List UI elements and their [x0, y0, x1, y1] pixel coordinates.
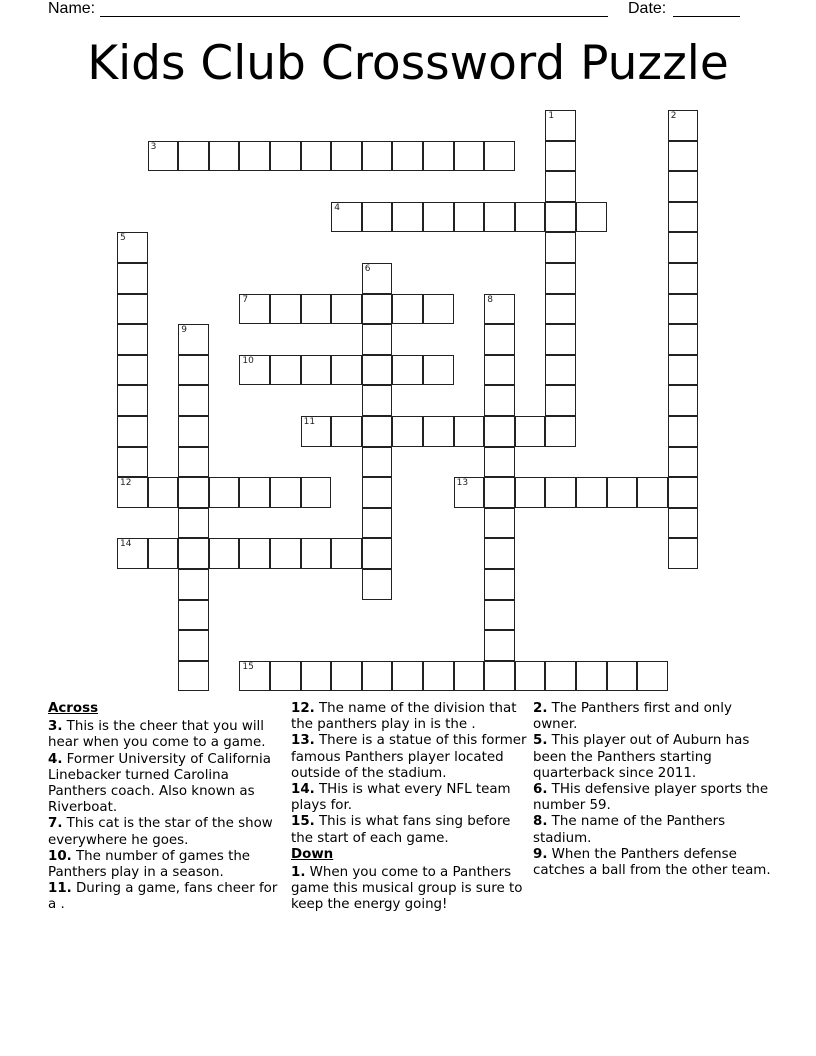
- grid-cell[interactable]: [668, 171, 699, 202]
- clue-number: 3: [150, 141, 157, 152]
- grid-cell[interactable]: [331, 661, 362, 692]
- grid-cell[interactable]: [178, 447, 209, 478]
- grid-cell[interactable]: [301, 355, 332, 386]
- name-label: Name:: [48, 0, 96, 17]
- grid-cell[interactable]: [117, 355, 148, 386]
- grid-cell[interactable]: [668, 294, 699, 325]
- clue-number: 6: [364, 264, 371, 274]
- grid-cell[interactable]: [545, 324, 576, 355]
- grid-cell[interactable]: [117, 385, 148, 416]
- grid-cell[interactable]: [668, 263, 699, 294]
- grid-cell[interactable]: [209, 141, 240, 172]
- clue-across-4: 4. Former University of California Linebacker turned Carolina Panthers coach. Also known as Riverboat.: [48, 751, 271, 816]
- header-line: [48, 0, 768, 20]
- grid-cell[interactable]: [545, 477, 576, 508]
- clue-number: 9: [181, 325, 187, 336]
- grid-cell[interactable]: [239, 538, 270, 569]
- grid-cell[interactable]: [668, 232, 699, 263]
- grid-cell[interactable]: [423, 294, 454, 325]
- grid-cell[interactable]: [117, 294, 148, 325]
- grid-cell[interactable]: [545, 385, 576, 416]
- grid-cell[interactable]: [362, 508, 393, 539]
- grid-cell[interactable]: [545, 355, 576, 386]
- grid-cell[interactable]: [423, 661, 454, 692]
- grid-cell[interactable]: [178, 416, 209, 447]
- grid-cell[interactable]: [484, 661, 515, 692]
- clue-down-8: 8. The name of the Panthers stadium.: [533, 814, 726, 846]
- grid-cell[interactable]: [331, 294, 362, 325]
- grid-cell[interactable]: [545, 661, 576, 692]
- grid-cell[interactable]: [484, 508, 515, 539]
- clue-down-2: 2. The Panthers first and only owner.: [533, 701, 732, 733]
- grid-cell[interactable]: [178, 538, 209, 569]
- grid-cell[interactable]: [423, 416, 454, 447]
- grid-cell[interactable]: [270, 141, 301, 172]
- grid-cell[interactable]: [178, 141, 209, 172]
- grid-cell[interactable]: [423, 202, 454, 233]
- grid-cell[interactable]: [117, 538, 148, 569]
- grid-cell[interactable]: [607, 477, 638, 508]
- grid-cell[interactable]: [423, 355, 454, 386]
- across-heading: Across: [48, 701, 99, 716]
- grid-cell[interactable]: [423, 141, 454, 172]
- grid-cell[interactable]: [668, 385, 699, 416]
- clue-number: 4: [334, 202, 340, 213]
- grid-cell[interactable]: [178, 508, 209, 539]
- grid-cell[interactable]: [545, 294, 576, 325]
- grid-cell[interactable]: [545, 416, 576, 447]
- grid-cell[interactable]: [331, 355, 362, 386]
- clue-number: 11: [303, 417, 316, 427]
- grid-cell[interactable]: [362, 538, 393, 569]
- grid-cell[interactable]: [668, 110, 699, 141]
- grid-cell[interactable]: [362, 263, 393, 294]
- grid-cell[interactable]: [545, 171, 576, 202]
- grid-cell[interactable]: [576, 477, 607, 508]
- grid-cell[interactable]: [362, 477, 393, 508]
- grid-cell[interactable]: [178, 630, 209, 661]
- grid-cell[interactable]: [545, 202, 576, 233]
- grid-cell[interactable]: [484, 447, 515, 478]
- grid-cell[interactable]: [576, 202, 607, 233]
- grid-cell[interactable]: [668, 477, 699, 508]
- clue-number: 13: [456, 478, 469, 489]
- grid-cell[interactable]: [362, 447, 393, 478]
- grid-cell[interactable]: [484, 538, 515, 569]
- clue-down-1: 1. When you come to a Panthers game this musical group is sure to keep the energy going!: [291, 865, 523, 913]
- grid-cell[interactable]: [668, 324, 699, 355]
- grid-cell[interactable]: [484, 569, 515, 600]
- grid-cell[interactable]: [515, 477, 546, 508]
- grid-cell[interactable]: [301, 294, 332, 325]
- date-field[interactable]: [673, 0, 740, 17]
- grid-cell[interactable]: [545, 110, 576, 141]
- grid-cell[interactable]: [637, 661, 668, 692]
- clue-across-7: 7. This cat is the star of the show everywhere he goes.: [48, 816, 273, 848]
- grid-cell[interactable]: [301, 477, 332, 508]
- grid-cell[interactable]: [454, 202, 485, 233]
- clue-number: 2: [670, 111, 677, 121]
- grid-cell[interactable]: [301, 661, 332, 692]
- grid-cell[interactable]: [484, 600, 515, 631]
- clue-number: 1: [548, 111, 555, 121]
- down-heading: Down: [291, 846, 334, 862]
- clues-column-2: [291, 701, 527, 914]
- grid-cell[interactable]: [607, 661, 638, 692]
- grid-cell[interactable]: [484, 385, 515, 416]
- grid-cell[interactable]: [362, 416, 393, 447]
- clue-across-11: 11. During a game, fans cheer for a .: [48, 881, 278, 913]
- grid-cell[interactable]: [117, 232, 148, 263]
- grid-cell[interactable]: [454, 141, 485, 172]
- grid-cell[interactable]: [454, 477, 485, 508]
- clue-down-6: 6. THis defensive player sports the number 59.: [533, 782, 769, 814]
- grid-cell[interactable]: [178, 569, 209, 600]
- grid-cell[interactable]: [484, 477, 515, 508]
- grid-cell[interactable]: [117, 447, 148, 478]
- grid-cell[interactable]: [484, 416, 515, 447]
- grid-cell[interactable]: [484, 294, 515, 325]
- grid-cell[interactable]: [239, 355, 270, 386]
- clue-down-5: 5. This player out of Auburn has been the Panthers starting quarterback since 2011.: [533, 733, 750, 781]
- grid-cell[interactable]: [392, 141, 423, 172]
- grid-cell[interactable]: [117, 477, 148, 508]
- grid-cell[interactable]: [668, 416, 699, 447]
- clues-column-3: [533, 701, 773, 879]
- grid-cell[interactable]: [301, 141, 332, 172]
- grid-cell[interactable]: [637, 477, 668, 508]
- grid-cell[interactable]: [668, 538, 699, 569]
- grid-cell[interactable]: [668, 355, 699, 386]
- clue-across-15: 15. This is what fans sing before the start of each game.: [291, 814, 511, 846]
- grid-cell[interactable]: [270, 538, 301, 569]
- grid-cell[interactable]: [362, 661, 393, 692]
- grid-cell[interactable]: [331, 141, 362, 172]
- grid-cell[interactable]: [148, 538, 179, 569]
- clue-number: 10: [242, 355, 254, 366]
- clue-across-3: 3. This is the cheer that you will hear when you come to a game.: [48, 719, 266, 751]
- grid-cell[interactable]: [392, 355, 423, 386]
- clue-number: 14: [120, 539, 132, 550]
- grid-cell[interactable]: [239, 477, 270, 508]
- grid-cell[interactable]: [270, 294, 301, 325]
- grid-cell[interactable]: [148, 141, 179, 172]
- grid-cell[interactable]: [270, 477, 301, 508]
- grid-cell[interactable]: [545, 232, 576, 263]
- clue-number: 15: [242, 661, 254, 672]
- grid-cell[interactable]: [301, 538, 332, 569]
- grid-cell[interactable]: [392, 202, 423, 233]
- clue-across-13: 13. There is a statue of this former famous Panthers player located outside of the stadium.: [291, 733, 527, 781]
- crossword-grid: [117, 110, 700, 693]
- grid-cell[interactable]: [362, 324, 393, 355]
- grid-cell[interactable]: [545, 141, 576, 172]
- grid-cell[interactable]: [362, 294, 393, 325]
- clue-number: 5: [120, 233, 126, 244]
- grid-cell[interactable]: [515, 202, 546, 233]
- grid-cell[interactable]: [515, 661, 546, 692]
- grid-cell[interactable]: [362, 355, 393, 386]
- clues-column-1: [48, 701, 280, 914]
- grid-cell[interactable]: [484, 630, 515, 661]
- grid-cell[interactable]: [668, 447, 699, 478]
- grid-cell[interactable]: [331, 416, 362, 447]
- grid-cell[interactable]: [178, 385, 209, 416]
- page-title: Kids Club Crossword Puzzle: [87, 36, 729, 91]
- grid-cell[interactable]: [239, 294, 270, 325]
- grid-cell[interactable]: [331, 202, 362, 233]
- grid-cell[interactable]: [209, 538, 240, 569]
- grid-cell[interactable]: [454, 416, 485, 447]
- grid-cell[interactable]: [392, 416, 423, 447]
- grid-cell[interactable]: [362, 141, 393, 172]
- grid-cell[interactable]: [668, 508, 699, 539]
- grid-cell[interactable]: [117, 416, 148, 447]
- grid-cell[interactable]: [178, 324, 209, 355]
- grid-cell[interactable]: [270, 661, 301, 692]
- date-label: Date:: [628, 0, 667, 17]
- grid-cell[interactable]: [545, 263, 576, 294]
- clue-number: 7: [242, 294, 249, 305]
- clue-across-12: 12. The name of the division that the panthers play in is the .: [291, 701, 517, 733]
- grid-cell[interactable]: [484, 355, 515, 386]
- clue-down-9: 9. When the Panthers defense catches a ball from the other team.: [533, 846, 771, 879]
- grid-cell[interactable]: [209, 477, 240, 508]
- clue-number: 8: [487, 294, 493, 305]
- clue-across-10: 10. The number of games the Panthers play in a season.: [48, 848, 251, 881]
- grid-cell[interactable]: [178, 600, 209, 631]
- grid-cell[interactable]: [117, 324, 148, 355]
- grid-cell[interactable]: [484, 324, 515, 355]
- grid-cell[interactable]: [362, 202, 393, 233]
- grid-cell[interactable]: [301, 416, 332, 447]
- grid-cell[interactable]: [362, 385, 393, 416]
- clue-number: 12: [120, 478, 132, 489]
- grid-cell[interactable]: [178, 355, 209, 386]
- grid-cell[interactable]: [484, 141, 515, 172]
- grid-cell[interactable]: [484, 202, 515, 233]
- grid-cell[interactable]: [668, 202, 699, 233]
- grid-cell[interactable]: [668, 141, 699, 172]
- grid-cell[interactable]: [392, 661, 423, 692]
- grid-cell[interactable]: [454, 661, 485, 692]
- grid-cell[interactable]: [270, 355, 301, 386]
- grid-cell[interactable]: [117, 263, 148, 294]
- grid-cell[interactable]: [239, 661, 270, 692]
- clue-across-14: 14. THis is what every NFL team plays for.: [291, 782, 511, 814]
- grid-cell[interactable]: [515, 416, 546, 447]
- grid-cell[interactable]: [239, 141, 270, 172]
- grid-cell[interactable]: [576, 661, 607, 692]
- grid-cell[interactable]: [178, 661, 209, 692]
- grid-cell[interactable]: [178, 477, 209, 508]
- grid-cell[interactable]: [362, 569, 393, 600]
- name-field[interactable]: [100, 0, 608, 17]
- grid-cell[interactable]: [148, 477, 179, 508]
- grid-cell[interactable]: [331, 538, 362, 569]
- grid-cell[interactable]: [392, 294, 423, 325]
